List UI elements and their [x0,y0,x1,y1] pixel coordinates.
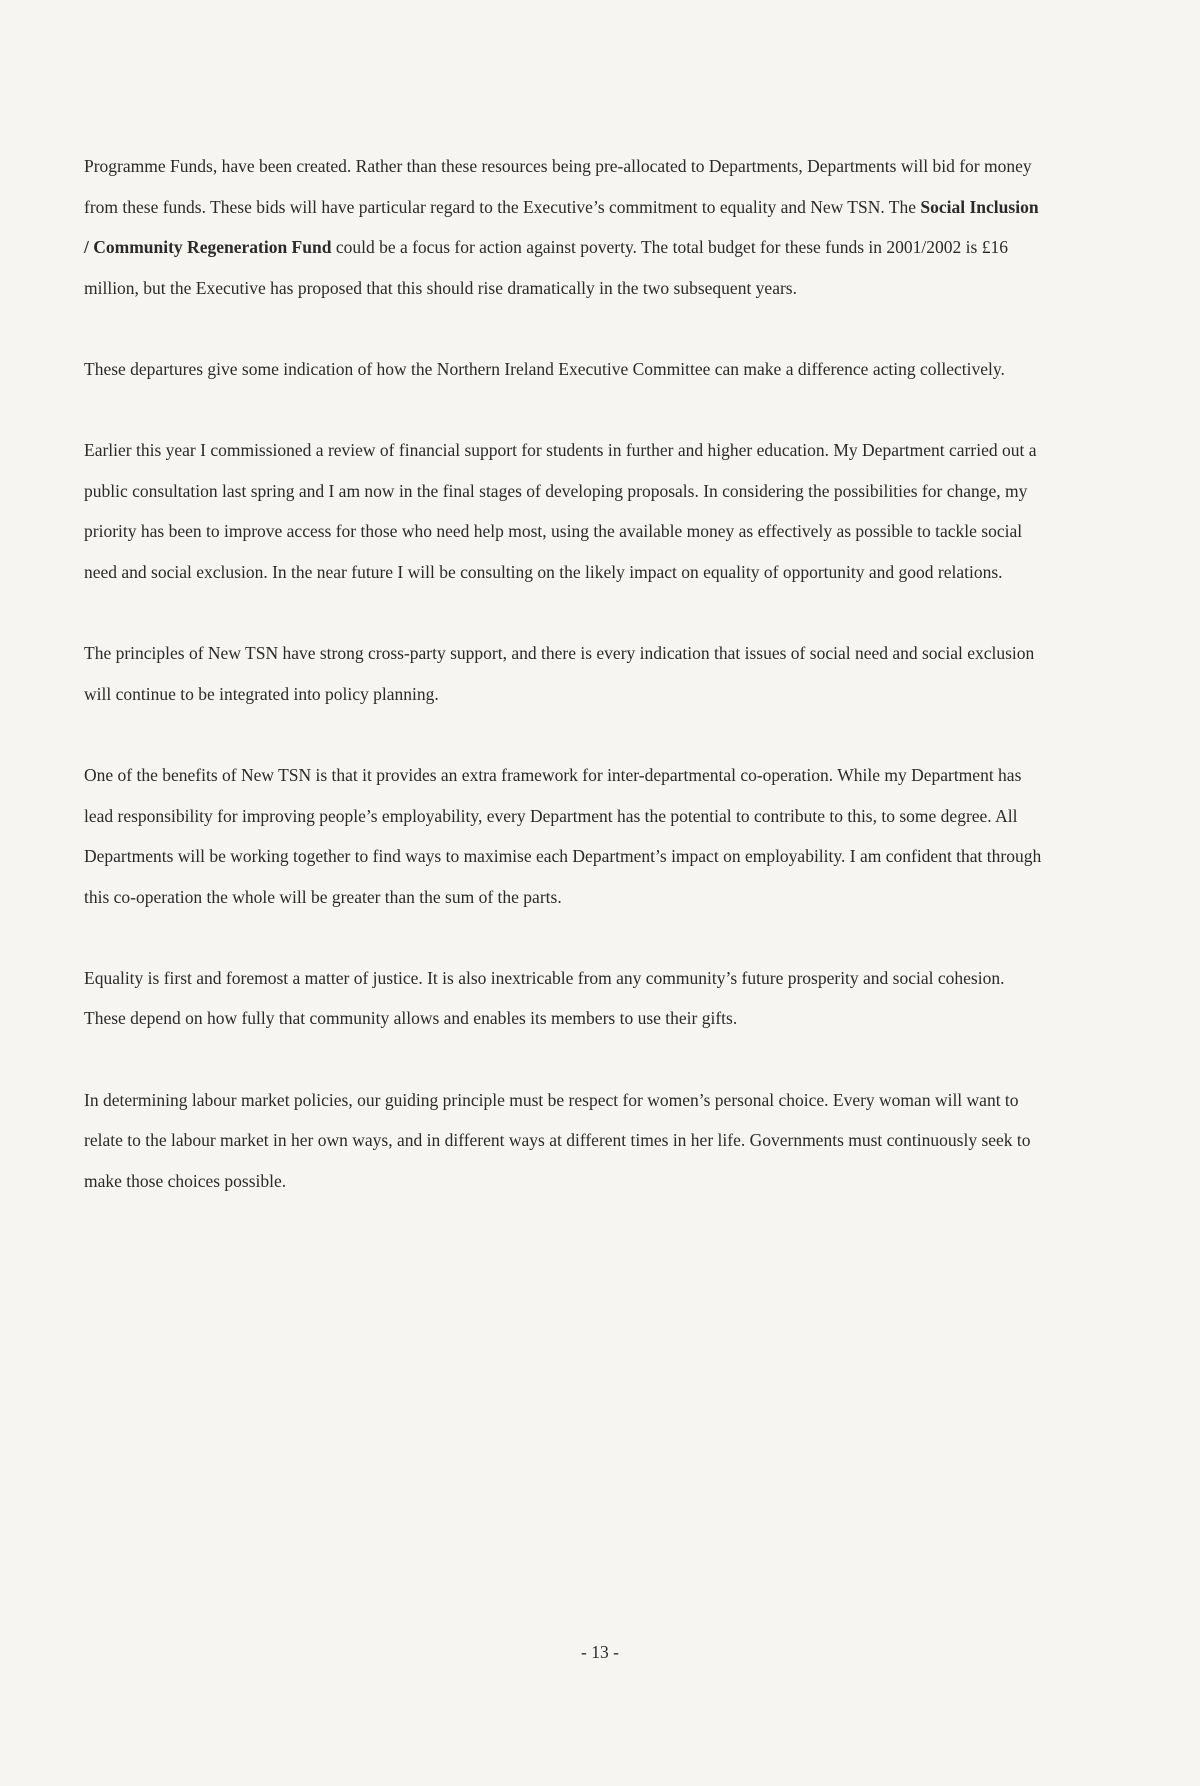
paragraph-3-text: Earlier this year I commissioned a review of financial support for students in further and higher education. My Department carried out a public consultation last spring and I am now in the final stages of developing proposals. In considering the possibilities for change, my priority has been to improve access for those who need help most, using the available money as effectively as possible to tackle social need and social exclusion. In the near future I will be consulting on the likely impact on equality of opportunity and good relations. [84,440,1037,582]
paragraph-2 [84,349,1044,390]
paragraph-7-text: In determining labour market policies, our guiding principle must be respect for women’s personal choice. Every woman will want to relate to the labour market in her own ways, and in different ways at different times in her life. Governments must continuously seek to make those choices possible. [84,1089,1031,1191]
body-text [84,146,1044,1242]
paragraph-1-run-1: Programme Funds, have been created. Rather than these resources being pre-allocated to Departments, Departments will bid for money from these funds. These bids will have particular regard to the Executive’s commitment to equality and New TSN. The [84,156,1032,217]
paragraph-1 [84,146,1044,308]
paragraph-2-text: These departures give some indication of how the Northern Ireland Executive Committee can make a difference acting collectively. [84,358,1005,379]
paragraph-6-text: Equality is first and foremost a matter of justice. It is also inextricable from any community’s future prosperity and social cohesion. These depend on how fully that community allows and enables its members to use their gifts. [84,967,1005,1029]
page-number: - 13 - [581,1642,619,1662]
paragraph-3 [84,430,1044,592]
paragraph-6 [84,958,1044,1039]
paragraph-5 [84,755,1044,917]
paragraph-1-run-3: could be a focus for action against poverty. The total budget for these funds in 2001/2002 is £16 million, but the Executive has proposed that this should rise dramatically in the two subsequent years. [84,237,1008,298]
paragraph-4-text: The principles of New TSN have strong cross-party support, and there is every indication that issues of social need and social exclusion will continue to be integrated into policy planning. [84,643,1035,704]
fund-name-bold: Social Inclusion / Community Regeneration Fund [84,196,1039,258]
paragraph-7 [84,1080,1044,1202]
paragraph-5-text: One of the benefits of New TSN is that it provides an extra framework for inter-departmental co-operation. While my Department has lead responsibility for improving people’s employability, every Department has the potential to contribute to this, to some degree. All Departments will be working together to find ways to maximise each Department’s impact on employability. I am confident that through this co-operation the whole will be greater than the sum of the parts. [84,764,1042,907]
paragraph-4 [84,633,1044,714]
